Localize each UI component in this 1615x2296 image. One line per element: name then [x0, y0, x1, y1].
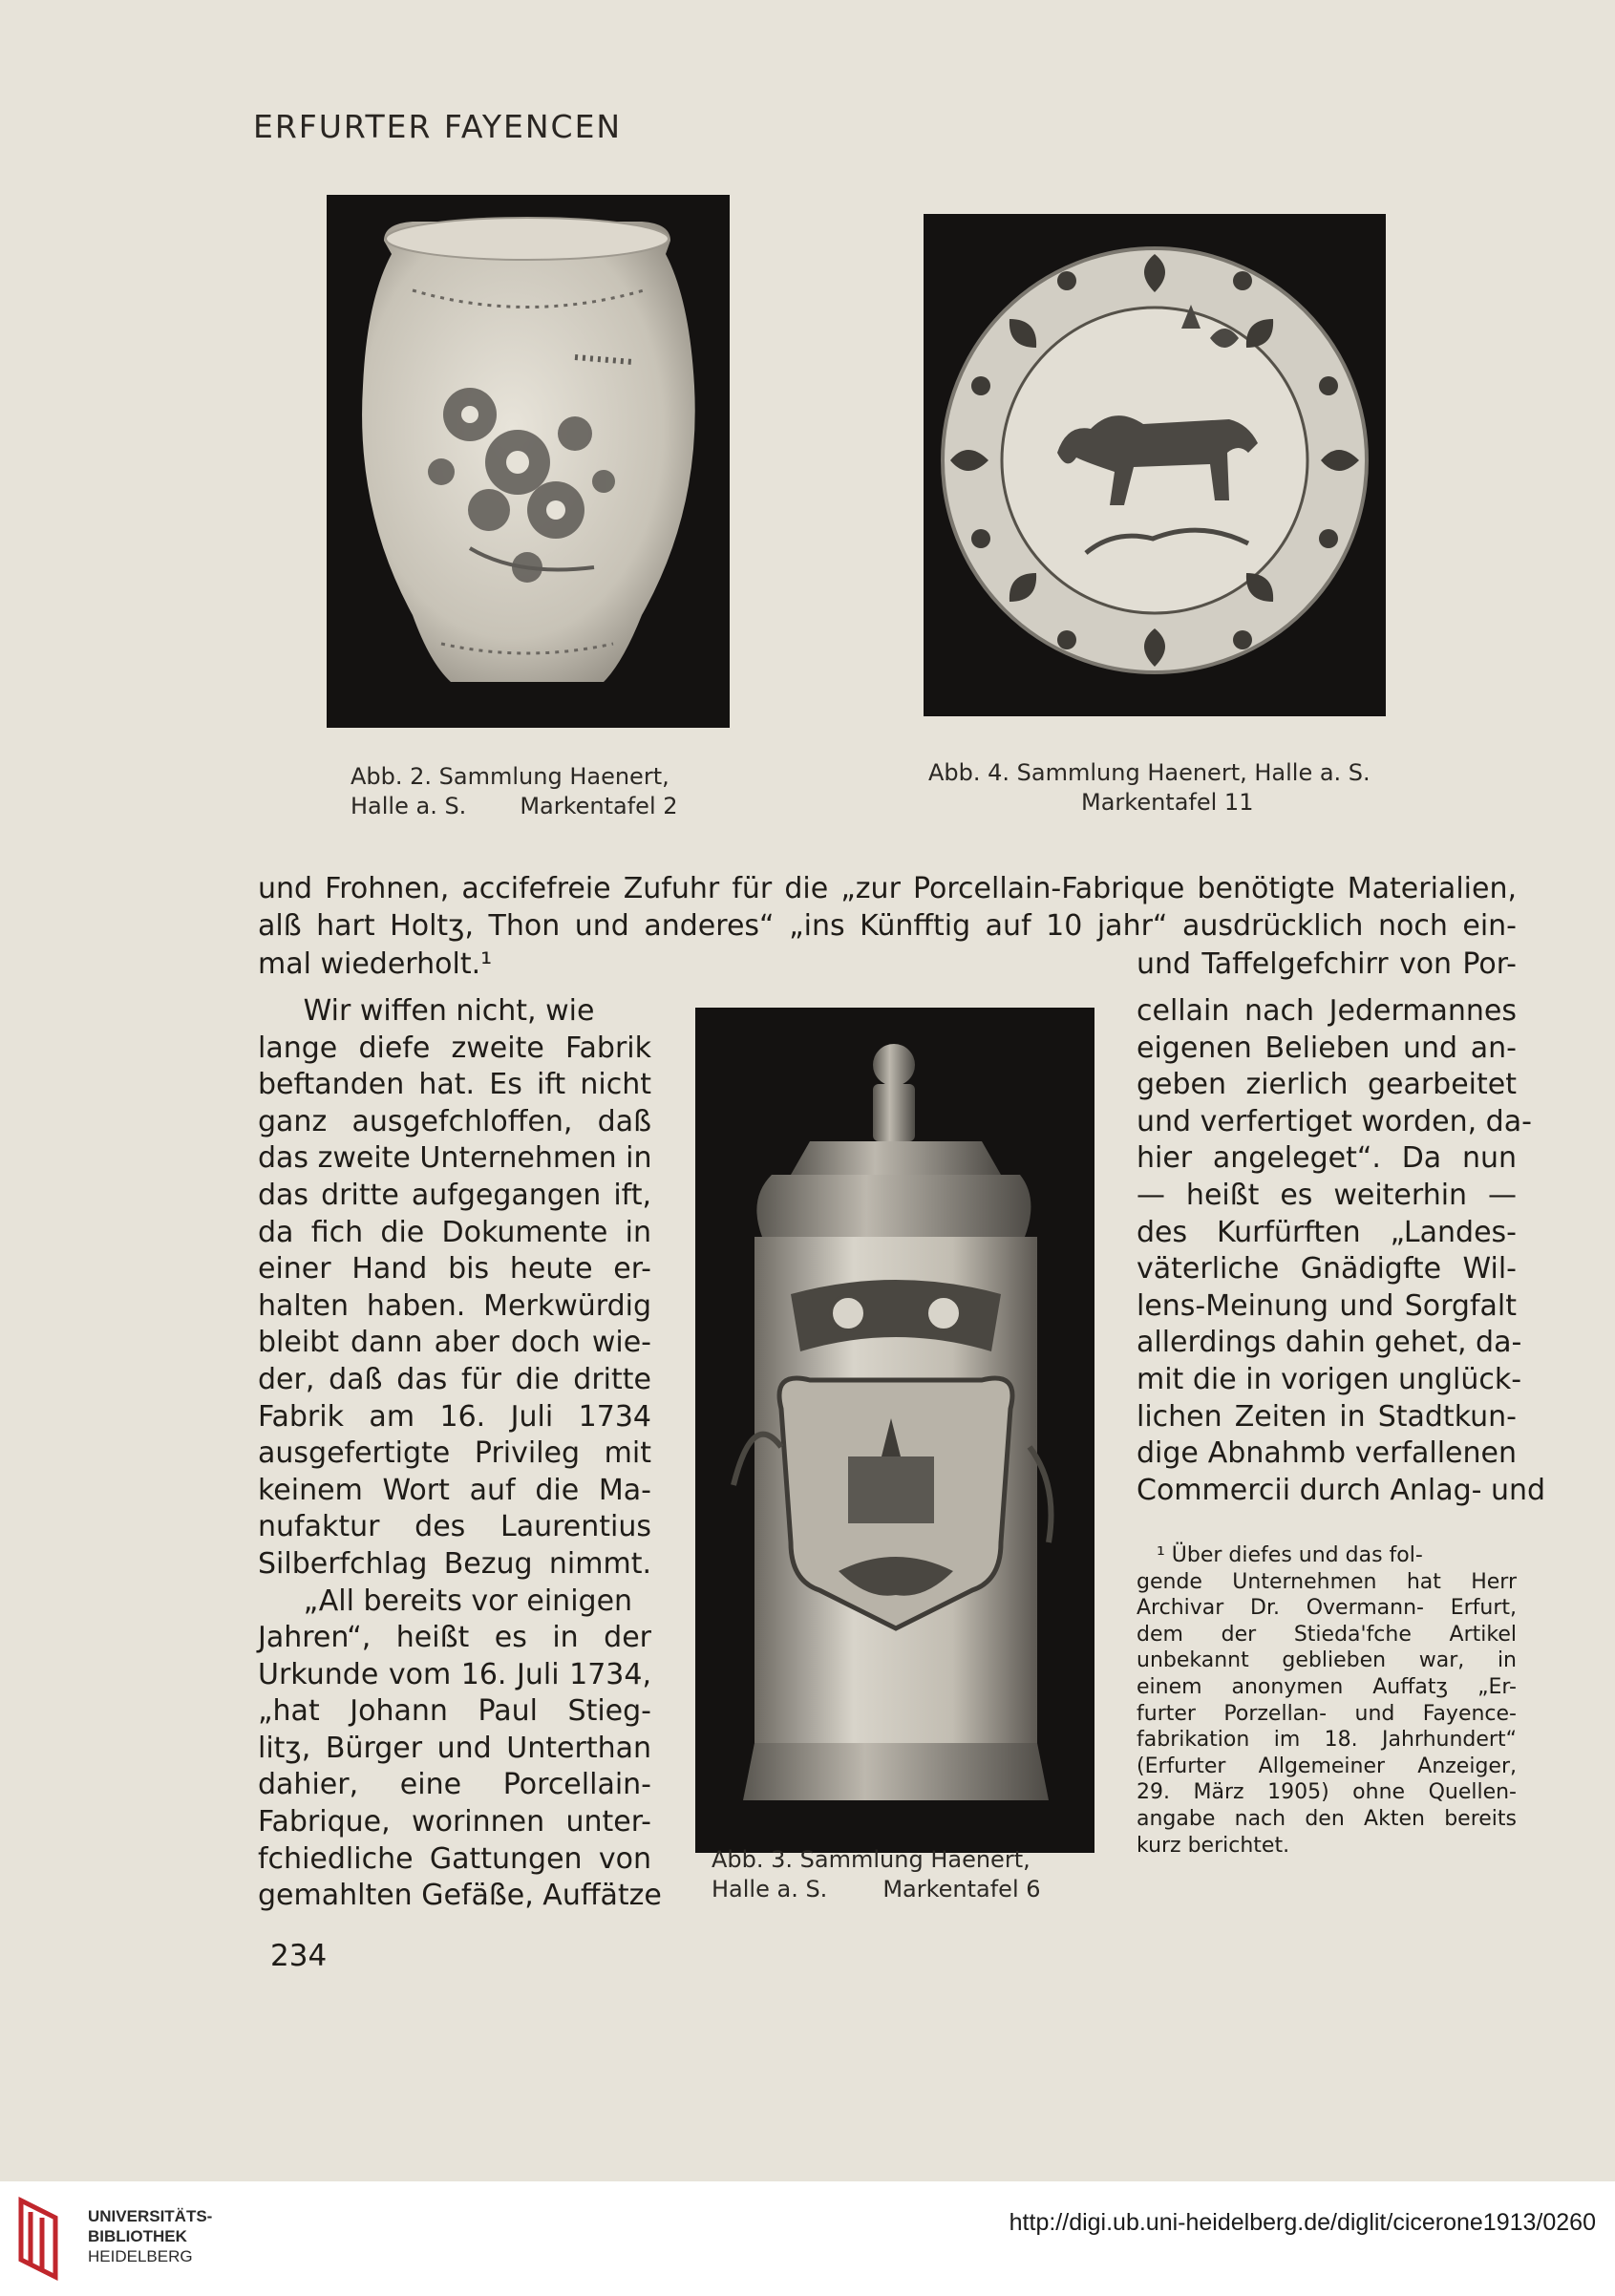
body-line-2: alß hart Holtʒ, Thon und anderes“ „ins Künfftig auf 10 jahr“ ausdrücklich noch ein- — [258, 909, 1517, 943]
library-name-line1: UNIVERSITÄTS- — [88, 2207, 213, 2225]
running-title: ERFURTER FAYENCEN — [253, 108, 623, 145]
tankard-illustration — [695, 1008, 1094, 1853]
figure-4-caption-line2: Markentafel 11 — [1081, 789, 1254, 816]
right-text-column: cellain nach Jedermannes eigenen Belieben und an- geben zierlich gearbeitet und verfertiget worden, da- hier angeleget“. Da nun — heißt es weiterhin — des Kurfürften „Landes- väterliche Gnädigfte Wil- lens-Meinung und Sorgfalt allerdings dahin gehet, da- mit die in vorigen unglück- lichen Zeiten in Stadtkun- dige Abnahmb verfallenen Commercii durch Anlag- und — [1137, 994, 1546, 1507]
library-name-line3: HEIDELBERG — [88, 2247, 193, 2265]
page-number: 234 — [270, 1939, 328, 1973]
figure-2-caption-line1: Abb. 2. Sammlung Haenert, — [351, 763, 669, 790]
figure-3-tankard-photo — [695, 1008, 1094, 1853]
vase-illustration — [327, 195, 730, 728]
body-line-1: und Frohnen, accifefreie Zufuhr für die „zur Porcellain-Fabrique benötigte Materialien, — [258, 872, 1517, 905]
library-name — [88, 2206, 212, 2266]
footer-bar — [0, 2181, 1615, 2296]
figure-2-vase-photo — [327, 195, 730, 728]
body-line-3-right: und Taffelgefchirr von Por- — [1137, 947, 1517, 981]
figure-2-caption-place: Halle a. S. — [351, 793, 467, 819]
figure-3-caption — [712, 1845, 1094, 1904]
library-name-line2: BIBLIOTHEK — [88, 2227, 187, 2245]
source-url-link[interactable]: http://digi.ub.uni-heidelberg.de/diglit/cicerone1913/0260 — [1009, 2209, 1596, 2236]
figure-2-caption-mark: Markentafel 2 — [520, 793, 678, 819]
figure-4-plate-photo — [924, 214, 1386, 716]
figure-4-caption — [928, 758, 1444, 818]
body-line-3-left: mal wiederholt.¹ — [258, 947, 493, 981]
plate-illustration — [924, 214, 1386, 716]
figure-3-caption-place: Halle a. S. — [712, 1876, 828, 1903]
figure-2-caption — [351, 762, 733, 821]
figure-3-caption-line1: Abb. 3. Sammlung Haenert, — [712, 1846, 1031, 1873]
footnote: ¹ Über diefes und das fol- gende Unternehmen hat Herr Archivar Dr. Overmann- Erfurt, dem der Stieda'fche Artikel unbekannt geblieben war, in einem anonymen Auffatʒ „Er- furter Porzellan- und Fayence- fabrikation im 18. Jahrhundert“ (Erfurter Allgemeiner Anzeiger, 29. März 1905) ohne Quellen- angabe nach den Akten bereits kurz berichtet. — [1137, 1543, 1517, 1858]
library-logo-icon — [13, 2195, 63, 2283]
left-text-column: Wir wiffen nicht, wie lange diefe zweite Fabrik beftanden hat. Es ift nicht ganz ausgefchloffen, daß das zweite Unternehmen in das dritte aufgegangen ift, da fich die Dokumente in einer Hand bis heute er- halten haben. Merkwürdig bleibt dann aber doch wie- der, daß das für die dritte Fabrik am 16. Juli 1734 ausgefertigte Privileg mit keinem Wort auf die Ma- nufaktur des Laurentius Silberfchlag Bezug nimmt. „All bereits vor einigen Jahren“, heißt es in der Urkunde vom 16. Juli 1734, „hat Johann Paul Stieg- litʒ, Bürger und Unterthan dahier, eine Porcellain- Fabrique, worinnen unter- fchiedliche Gattungen von gemahlten Gefäße, Auffätze — [258, 994, 662, 1913]
figure-3-caption-mark: Markentafel 6 — [882, 1876, 1041, 1903]
figure-4-caption-line1: Abb. 4. Sammlung Haenert, Halle a. S. — [928, 759, 1371, 786]
